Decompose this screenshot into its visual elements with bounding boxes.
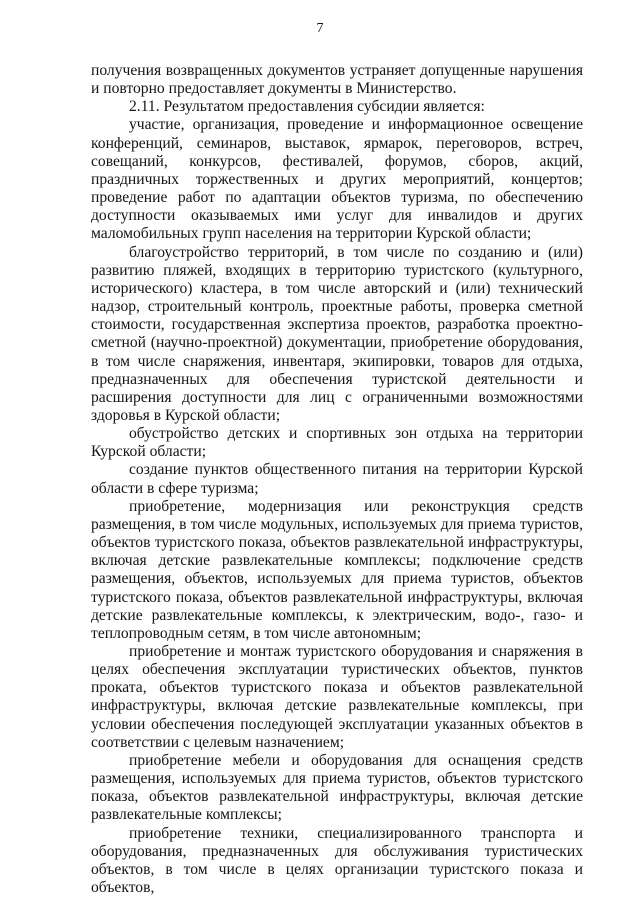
- paragraph-vehicles: приобретение техники, специализированного транспорта и оборудования, предназначенных для обслуживания туристических объектов, в том числе в целях организации туристского показа и объектов,: [91, 824, 583, 897]
- body-text: [91, 62, 583, 897]
- paragraph-continuation: получения возвращенных документов устраняет допущенные нарушения и повторно предоставляет документы в Министерство.: [91, 62, 583, 98]
- paragraph-accommodation: приобретение, модернизация или реконструкция средств размещения, в том числе модульных, используемых для приема туристов, объектов туристского показа, объектов развлекательной инфраструктуры, включая детские развлекательные комплексы; подключение средств размещения, объектов, используемых для приема туристов, объектов туристского показа, объектов развлекательной инфраструктуры, включая детские развлекательные комплексы, к электрическим, водо-, газо- и теплопроводным сетям, в том числе автономным;: [91, 497, 583, 642]
- paragraph-landscaping: благоустройство территорий, в том числе по созданию и (или) развитию пляжей, входящих в территорию туристского (культурного, исторического) кластера, в том числе авторский и (или) технический надзор, строительный контроль, проектные работы, проверка сметной стоимости, государственная экспертиза проектов, разработка проектно-сметной (научно-проектной) документации, приобретение оборудования, в том числе снаряжения, инвентаря, экипировки, товаров для отдыха, предназначенных для обеспечения туристской деятельности и расширения доступности для лиц с ограниченными возможностями здоровья в Курской области;: [91, 243, 583, 424]
- paragraph-catering: создание пунктов общественного питания на территории Курской области в сфере туризма;: [91, 461, 583, 497]
- paragraph-events: участие, организация, проведение и информационное освещение конференций, семинаров, выставок, ярмарок, переговоров, встреч, совещаний, конкурсов, фестивалей, форумов, сборов, акций, праздничных торжественных и других мероприятий, концертов; проведение работ по адаптации объектов туризма, по обеспечению доступности оказываемых ими услуг для инвалидов и других маломобильных групп населения на территории Курской области;: [91, 116, 583, 243]
- page-number: 7: [316, 21, 324, 36]
- paragraph-recreation-zones: обустройство детских и спортивных зон отдыха на территории Курской области;: [91, 425, 583, 461]
- paragraph-furniture: приобретение мебели и оборудования для оснащения средств размещения, используемых для приема туристов, объектов туристского показа, объектов развлекательной инфраструктуры, включая детские развлекательные комплексы;: [91, 751, 583, 824]
- paragraph-equipment-installation: приобретение и монтаж туристского оборудования и снаряжения в целях обеспечения эксплуатации туристических объектов, пунктов проката, объектов туристского показа и объектов развлекательной инфраструктуры, включая детские развлекательные комплексы, при условии обеспечения последующей эксплуатации указанных объектов в соответствии с целевым назначением;: [91, 643, 583, 751]
- section-heading-2-11: 2.11. Результатом предоставления субсидии является:: [129, 98, 485, 116]
